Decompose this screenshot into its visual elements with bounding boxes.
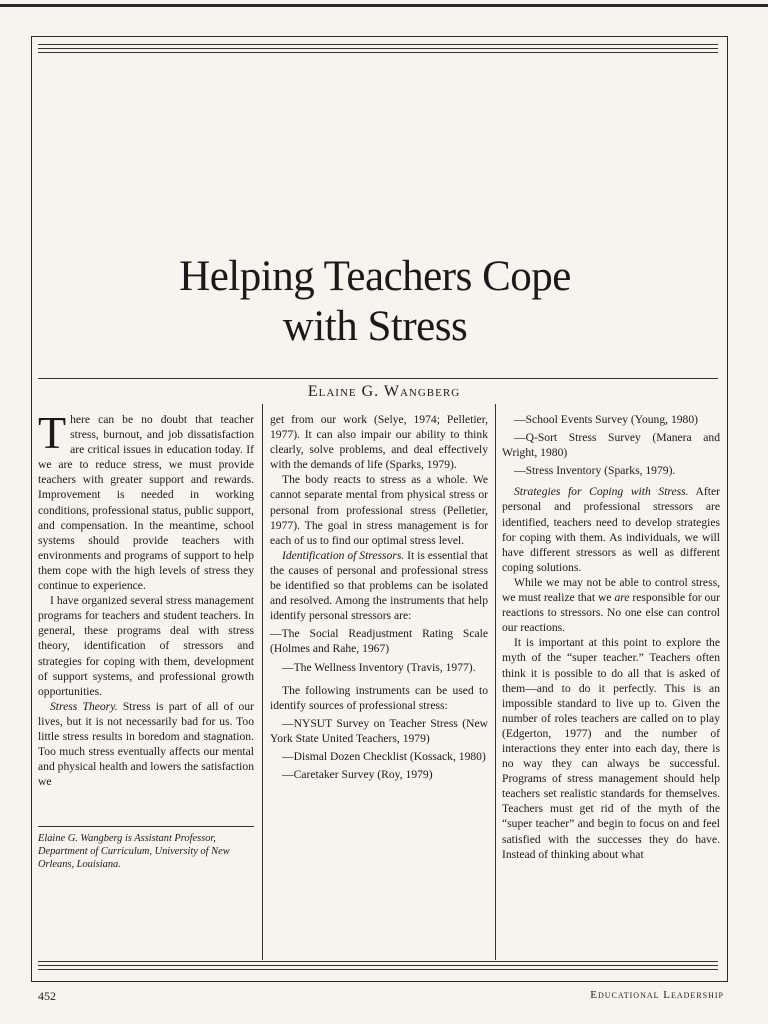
list-item: —Stress Inventory (Sparks, 1979). xyxy=(514,464,676,478)
section-heading: Strategies for Coping with Stress. xyxy=(514,485,689,499)
section-heading: Stress Theory. xyxy=(50,699,118,713)
column-divider-1 xyxy=(262,404,263,960)
page-number: 452 xyxy=(38,989,56,1003)
list-item: —Caretaker Survey (Roy, 1979) xyxy=(282,768,433,782)
list-item: —The Social Readjustment Rating Scale (Holmes and Rahe, 1967) xyxy=(270,627,488,656)
title-line-2: with Stress xyxy=(282,303,468,350)
list-item: —NYSUT Survey on Teacher Stress (New York State United Teachers, 1979) xyxy=(270,716,488,745)
column-1 xyxy=(38,407,254,789)
list-item: —Dismal Dozen Checklist (Kossack, 1980) xyxy=(282,749,486,763)
list-item: —Q-Sort Stress Survey (Manera and Wright, 1980) xyxy=(502,431,720,460)
paragraph: While we may not be able to control stress, we must realize that we are responsible for our reactions to stressors. No one else can control our reactions. xyxy=(502,575,720,635)
journal-name: Educational Leadership xyxy=(590,989,724,1001)
paragraph-stress-theory: Stress Theory. Stress is part of all of our lives, but it is not necessarily bad for us. Too little stress results in boredom and stagnation. Too much stress eventually affects our mental and physical health and lowers the satisfaction we xyxy=(38,699,254,789)
column-2 xyxy=(270,412,488,782)
column-divider-2 xyxy=(495,404,496,960)
top-rules xyxy=(38,44,718,56)
paragraph: get from our work (Selye, 1974; Pelletier, 1977). It can also impair our ability to think clearly, solve problems, and deal effectively with the demands of life (Sparks, 1979). xyxy=(270,413,488,472)
bottom-rules xyxy=(38,961,718,973)
top-edge-bar xyxy=(0,4,768,7)
paragraph: I have organized several stress management programs for teachers and student teachers. In general, these programs deal with stress theory, identification of stressors and strategies for coping with them, development of support systems, and professional growth opportunities. xyxy=(38,594,254,698)
list-item: —The Wellness Inventory (Travis, 1977). xyxy=(282,660,476,674)
section-heading: Identification of Stressors. xyxy=(282,548,405,562)
paragraph-strategies: Strategies for Coping with Stress. After personal and professional stressors are identified, teachers need to develop strategies for coping with them. As individuals, we will have different stressors as well as different coping solutions. xyxy=(502,485,720,574)
intro-paragraph: There can be no doubt that teacher stress, burnout, and job dissatisfaction are critical issues in education today. If we are to reduce stress, we must provide teachers with greater support and rewards. Improvement is needed in working conditions, professional status, public support, and compensation. In the meantime, school systems should provide teachers with environments and programs of support to help them cope with the high levels of stress they continue to experience. xyxy=(38,407,254,593)
paragraph: The body reacts to stress as a whole. We cannot separate mental from physical stress or personal from professional stress (Pelletier, 1977). The goal in stress management is for each of us to find our optimal stress level. xyxy=(270,473,488,547)
list-item: —School Events Survey (Young, 1980) xyxy=(514,413,698,426)
author-name: Elaine G. Wangberg xyxy=(307,383,461,400)
author-bio: Elaine G. Wangberg is Assistant Professor, Department of Curriculum, University of New Orleans, Louisiana. xyxy=(38,826,254,871)
author-rule xyxy=(38,378,718,379)
paragraph-identification: Identification of Stressors. It is essential that the causes of personal and professional stress be identified so that problems can be isolated and resolved. Among the instruments that help identify personal stressors are: xyxy=(270,548,488,623)
column-3 xyxy=(502,412,720,862)
title-line-1: Helping Teachers Cope xyxy=(179,253,571,300)
article-title xyxy=(80,252,670,352)
paragraph: The following instruments can be used to identify sources of professional stress: xyxy=(270,683,488,712)
drop-cap: T xyxy=(38,407,67,458)
paragraph: It is important at this point to explore the myth of the “super teacher.” Teachers often think it is possible to do all that is asked of them—and to do it perfectly. This is an impossible standard to live up to. Given the number of roles teachers are called on to play (Edgerton, 1977) and the number of interactions they enter into each day, there is no way they can always be successful. Programs of stress management should help teachers set realistic standards for themselves. Teachers must get rid of the myth of the “super teacher” and begin to focus on and feel satisfied with the successes they do have. Instead of thinking about what xyxy=(502,636,720,861)
